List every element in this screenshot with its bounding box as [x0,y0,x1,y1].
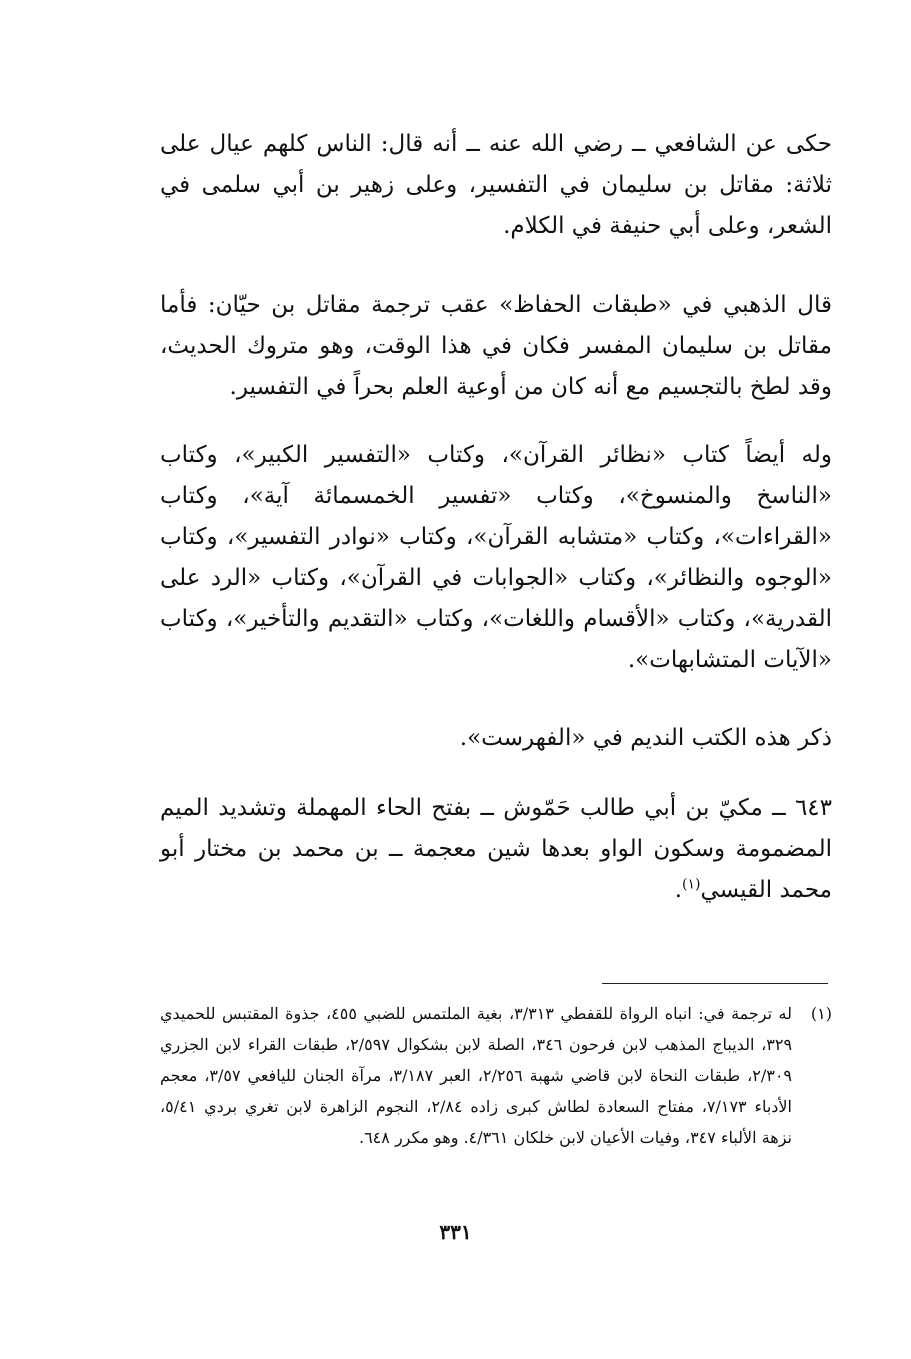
footnote-marker: (١) [810,1004,832,1023]
entry-643-text: ٦٤٣ ــ مكيّ بن أبي طالب حَمّوش ــ بفتح الحاء المهملة وتشديد الميم المضمومة وسكون الواو بعدها شين معجمة ــ بن محمد بن مختار أبو محمد القيسي [160,795,832,903]
footnote [160,998,832,1153]
paragraph-shafii-quote: حكى عن الشافعي ــ رضي الله عنه ــ أنه قال: الناس كلهم عيال على ثلاثة: مقاتل بن سليمان في التفسير، وعلى زهير بن أبي سلمى في الشعر، وعلى أبي حنيفة في الكلام. [160,131,832,239]
entry-643 [160,788,832,911]
paragraph-dhahabi-quote: قال الذهبي في «طبقات الحفاظ» عقب ترجمة مقاتل بن حيّان: فأما مقاتل بن سليمان المفسر فكان في هذا الوقت، وهو متروك الحديث، وقد لطخ بالتجسيم مع أنه كان من أوعية العلم بحراً في التفسير. [160,292,832,400]
paragraph-fihrist-note: ذكر هذه الكتب النديم في «الفهرست». [459,725,832,751]
footnote-text: له ترجمة في: انباه الرواة للقفطي ٣/٣١٣، بغية الملتمس للضبي ٤٥٥، جذوة المقتبس للحميدي ٣٢٩، الديباج المذهب لابن فرحون ٣٤٦، الصلة لابن بشكوال ٢/٥٩٧، طبقات القراء لابن الجزري ٢/٣٠٩، طبقات النحاة لابن قاضي شهبة ٢/٢٥٦، العبر ٣/١٨٧، مرآة الجنان لليافعي ٣/٥٧، معجم الأدباء ٧/١٧٣، مفتاح السعادة لطاش كبرى زاده ٢/٨٤، النجوم الزاهرة لابن تغري بردي ٥/٤١، نزهة الألباء ٣٤٧، وفيات الأعيان لابن خلكان ٤/٣٦١. وهو مكرر ٦٤٨. [160,1004,793,1147]
footnote-divider [602,983,828,984]
entry-643-end: . [674,877,683,903]
page-number: ٣٣١ [439,1220,472,1244]
footnote-reference[interactable]: (١) [682,876,701,893]
paragraph-book-list: وله أيضاً كتاب «نظائر القرآن»، وكتاب «التفسير الكبير»، وكتاب «الناسخ والمنسوخ»، وكتاب «تفسير الخمسمائة آية»، وكتاب «القراءات»، وكتاب «متشابه القرآن»، وكتاب «نوادر التفسير»، وكتاب «الوجوه والنظائر»، وكتاب «الجوابات في القرآن»، وكتاب «الرد على القدرية»، وكتاب «الأقسام واللغات»، وكتاب «التقديم والتأخير»، وكتاب «الآيات المتشابهات». [160,442,832,673]
